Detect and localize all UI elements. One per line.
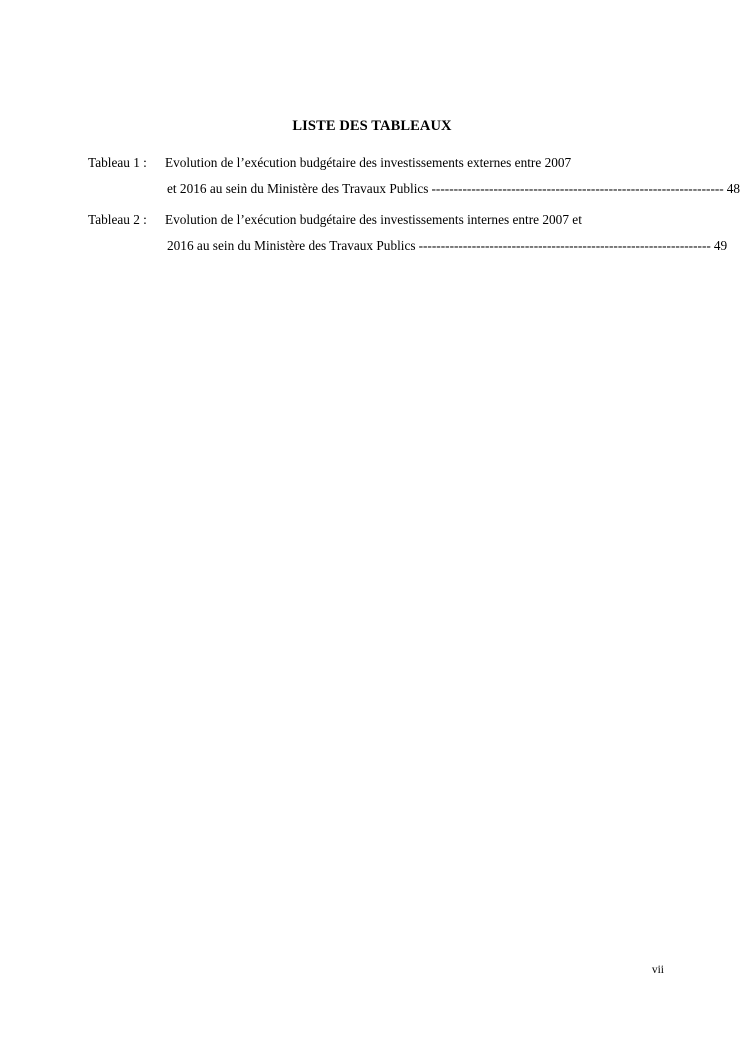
toc-entry[interactable] <box>88 207 728 259</box>
toc-entry-label: Tableau 1 : <box>88 155 147 170</box>
toc-entry-second-line <box>167 176 741 202</box>
toc-entry-title-line1: Evolution de l’exécution budgétaire des investissements internes entre 2007 et <box>165 212 582 227</box>
toc-entry-label: Tableau 2 : <box>88 212 147 227</box>
toc-entry-title-line2: et 2016 au sein du Ministère des Travaux Publics <box>167 181 429 196</box>
dot-leader: ------------------------------------------------------------------ <box>418 238 711 253</box>
toc-entry[interactable] <box>88 150 741 202</box>
toc-entry-page-number[interactable]: 48 <box>726 181 741 196</box>
dot-leader: ------------------------------------------------------------------ <box>431 181 724 196</box>
page-title: LISTE DES TABLEAUX <box>292 118 452 134</box>
toc-entry-first-line <box>88 150 658 176</box>
toc-entry-title-line1: Evolution de l’exécution budgétaire des investissements externes entre 2007 <box>165 155 572 170</box>
toc-entry-page-number[interactable]: 49 <box>713 238 728 253</box>
toc-entry-first-line <box>88 207 658 233</box>
footer-page-number: vii <box>651 964 664 976</box>
toc-entry-title-line2: 2016 au sein du Ministère des Travaux Publics <box>167 238 416 253</box>
toc-entry-second-line <box>167 233 728 259</box>
